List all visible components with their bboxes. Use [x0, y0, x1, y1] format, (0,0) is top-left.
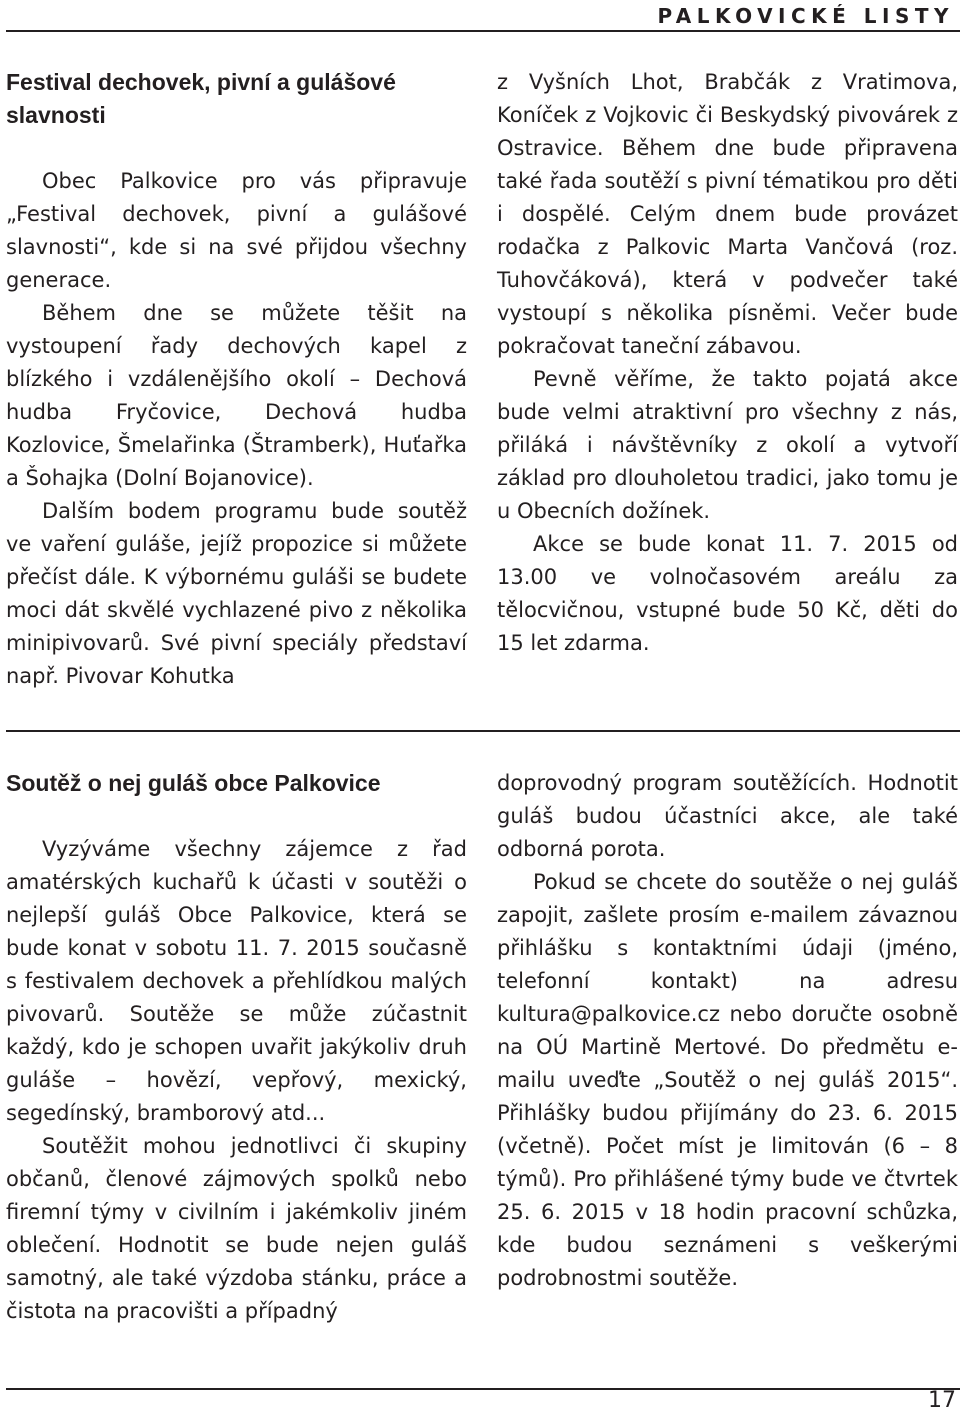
article2-left-column	[6, 767, 467, 1328]
header-rule	[6, 30, 960, 32]
article2-paragraph: Soutěžit mohou jednotlivci či skupiny občanů, členové zájmových spolků nebo firemní týmy v civilním i jakémkoliv jiném oblečení. Hodnotit se bude nejen guláš samotný, ale také výzdoba stánku, práce a čistota na pracovišti a případný	[6, 1134, 467, 1323]
section-divider	[6, 730, 960, 732]
article1-paragraph: Dalším bodem programu bude soutěž ve vaření guláše, jejíž propozice si můžete přečíst dále. K výbornému guláši se budete moci dát skvělé vychlazené pivo z několika minipivovarů. Své pivní speciály představí např. Pivovar Kohutka	[6, 499, 467, 688]
article1-paragraph: Akce se bude konat 11. 7. 2015 od 13.00 ve volnočasovém areálu za tělocvičnou, vstupné bude 50 Kč, děti do 15 let zdarma.	[497, 532, 958, 655]
article1-left-column	[6, 66, 467, 693]
article2-right-column	[497, 767, 958, 1295]
newsletter-title: PALKOVICKÉ LISTY	[657, 4, 954, 28]
article1-paragraph: Během dne se můžete těšit na vystoupení řady dechových kapel z blízkého i vzdálenějšího okolí – Dechová hudba Fryčovice, Dechová hudba Kozlovice, Šmelařinka (Štramberk), Huťařka a Šohajka (Dolní Bojanovice).	[6, 301, 467, 490]
article1-paragraph: Obec Palkovice pro vás připravuje „Festival dechovek, pivní a gulášové slavnosti“, kde si na své přijdou všechny generace.	[6, 169, 467, 292]
footer-rule	[6, 1388, 960, 1390]
article2-paragraph: doprovodný program soutěžících. Hodnotit guláš budou účastníci akce, ale také odborná porota.	[497, 771, 958, 861]
article1-paragraph: z Vyšních Lhot, Brabčák z Vratimova, Koníček z Vojkovic či Beskydský pivovárek z Ostravice. Během dne bude připravena také řada soutěží s pivní tématikou pro děti i dospělé. Celým dnem bude provázet rodačka z Palkovic Marta Vančová (roz. Tuhovčáková), která v podvečer také vystoupí s několika písněmi. Večer bude pokračovat taneční zábavou.	[497, 70, 958, 358]
article1-right-column	[497, 66, 958, 660]
article2-title: Soutěž o nej guláš obce Palkovice	[6, 770, 381, 796]
article1-paragraph: Pevně věříme, že takto pojatá akce bude velmi atraktivní pro všechny z nás, přiláká i návštěvníky z okolí a vytvoří základ pro dlouholetou tradici, jako tomu je u Obecních dožínek.	[497, 367, 958, 523]
article1-title: Festival dechovek, pivní a gulášové slavnosti	[6, 69, 396, 128]
article2-paragraph: Pokud se chcete do soutěže o nej guláš zapojit, zašlete prosím e-mailem závaznou přihlášku s kontaktními údaji (jméno, telefonní kontakt) na adresu kultura@palkovice.cz nebo doručte osobně na OÚ Martině Mertové. Do předmětu e-mailu uveďte „Soutěž o nej guláš 2015“. Přihlášky budou přijímány do 23. 6. 2015 (včetně). Počet míst je limitován (6 – 8 týmů). Pro přihlášené týmy bude ve čtvrtek 25. 6. 2015 v 18 hodin pracovní schůzka, kde budou seznámeni s veškerými podrobnostmi soutěže.	[497, 870, 958, 1290]
page-number: 17	[928, 1388, 956, 1413]
article2-paragraph: Vyzýváme všechny zájemce z řad amatérských kuchařů k účasti v soutěži o nejlepší guláš Obce Palkovice, která se bude konat v sobotu 11. 7. 2015 současně s festivalem dechovek a přehlídkou malých pivovarů. Soutěže se může zúčastnit každý, kdo je schopen uvařit jakýkoliv druh guláše – hovězí, vepřový, mexický, segedínský, bramborový atd...	[6, 837, 467, 1125]
